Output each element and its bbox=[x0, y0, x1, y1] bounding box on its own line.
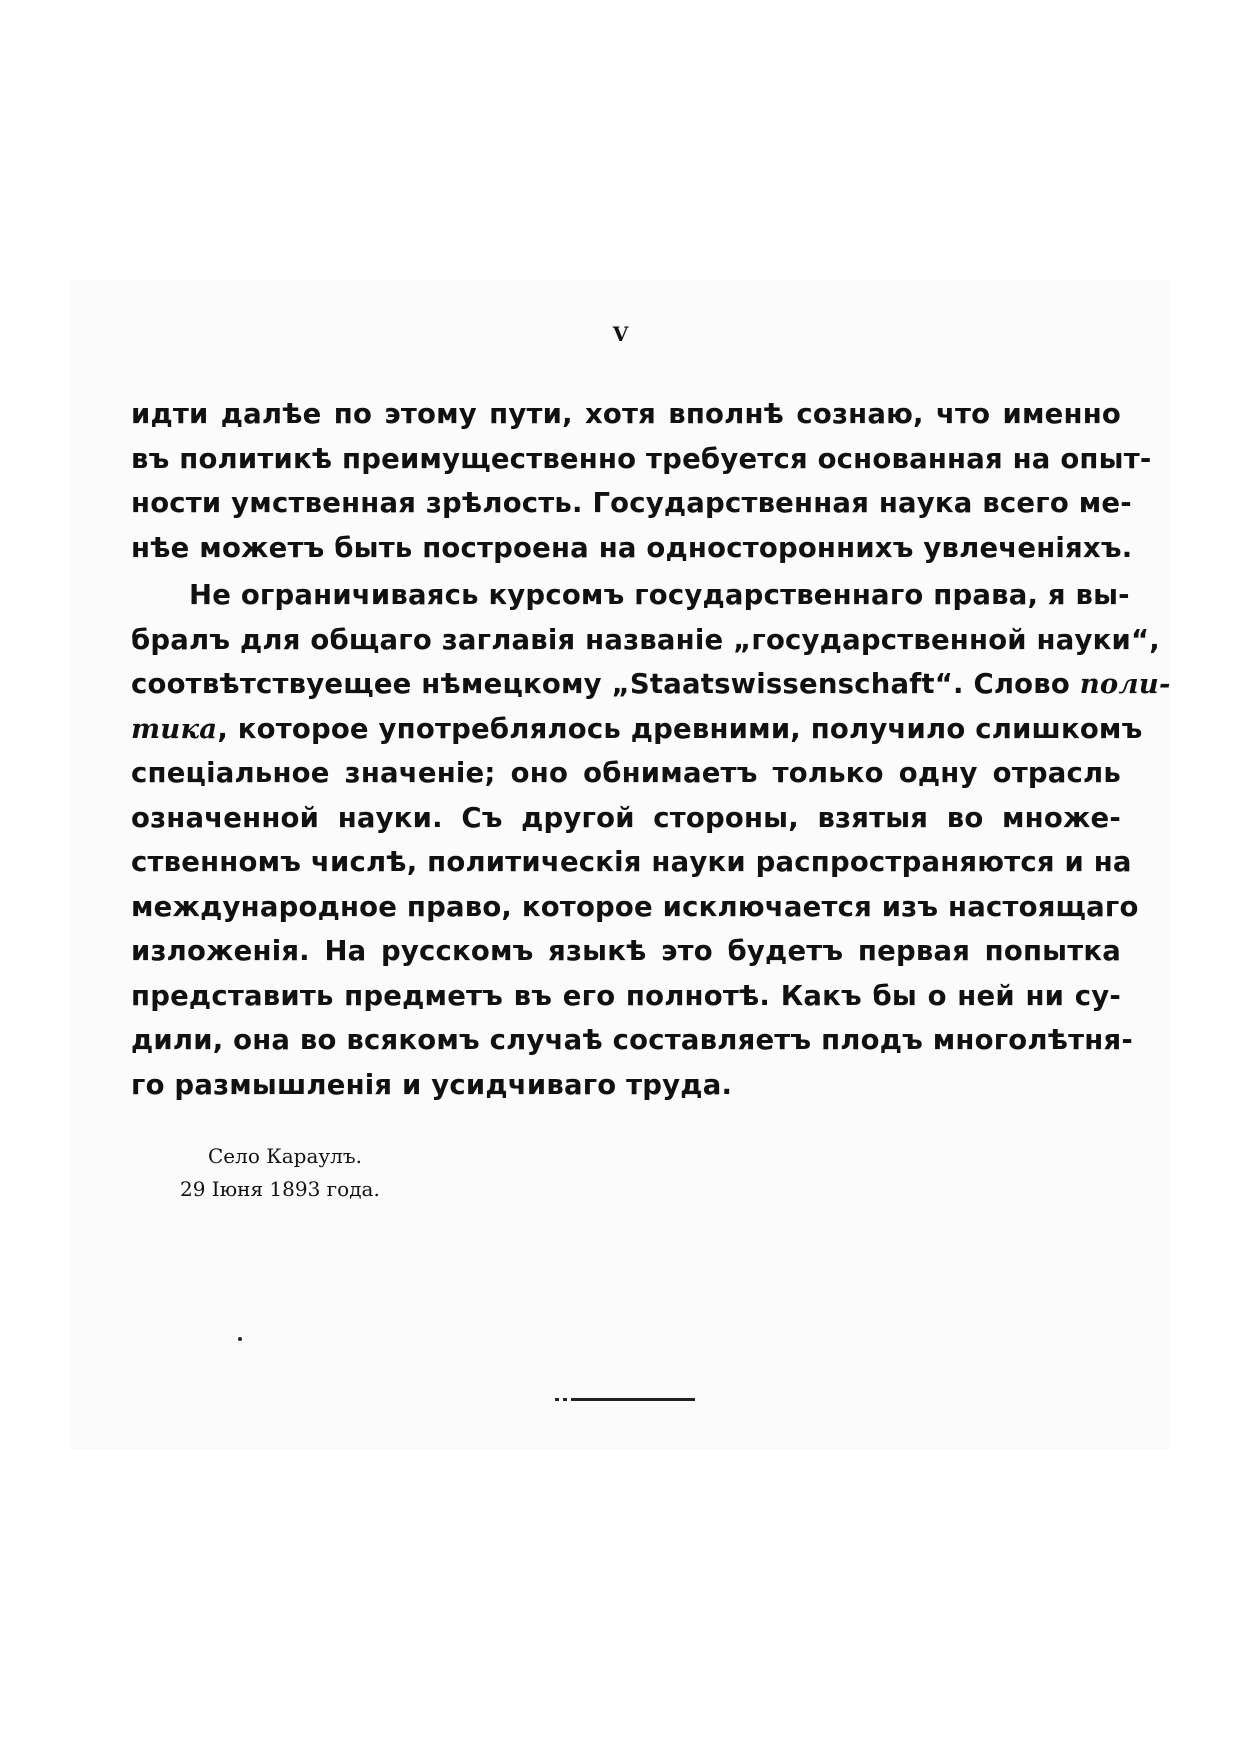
text-line: международное право, которое исключается изъ настоящаго bbox=[131, 890, 1139, 923]
end-rule-dashes bbox=[555, 1398, 577, 1401]
text-line bbox=[131, 707, 1143, 752]
text-line bbox=[131, 662, 1171, 707]
text-line: спеціальное значеніе; оно обнимаетъ только одну отрасль bbox=[131, 757, 1121, 789]
text-line: означенной науки. Съ другой стороны, взятыя во множе- bbox=[131, 801, 1121, 834]
italic-word: поли- bbox=[1079, 668, 1171, 700]
text-line: представить предметъ въ его полнотѣ. Какъ бы о ней ни су- bbox=[131, 979, 1121, 1012]
text-line: го размышленія и усидчиваго труда. bbox=[131, 1068, 733, 1101]
ink-speck bbox=[238, 1337, 242, 1341]
text-line: нѣе можетъ быть построена на одностороннихъ увлеченіяхъ. bbox=[131, 531, 1133, 564]
page-number: V bbox=[612, 322, 629, 346]
text-line: Не ограничиваясь курсомъ государственнаго права, я вы- bbox=[189, 579, 1130, 611]
text-fragment: , которое употреблялось древними, получило слишкомъ bbox=[217, 712, 1143, 745]
text-fragment: соотвѣтствуещее нѣмецкому „Staatswissenschaft“. Слово bbox=[131, 668, 1070, 700]
text-line: идти далѣе по этому пути, хотя вполнѣ сознаю, что именно bbox=[131, 398, 1121, 430]
text-line: ственномъ числѣ, политическія науки распространяются и на bbox=[131, 846, 1132, 878]
body-text bbox=[131, 392, 1171, 1107]
text-line: изложенія. На русскомъ языкѣ это будетъ первая попытка bbox=[131, 935, 1121, 967]
signature-date: 29 Іюня 1893 года. bbox=[180, 1177, 380, 1201]
text-line: бралъ для общаго заглавія названіе „государственной науки“, bbox=[131, 623, 1160, 656]
italic-word: тика bbox=[131, 712, 218, 745]
text-line: дили, она во всякомъ случаѣ составляетъ плодъ многолѣтня- bbox=[131, 1024, 1133, 1056]
text-line: ности умственная зрѣлость. Государственная наука всего ме- bbox=[131, 487, 1132, 519]
signature-block bbox=[180, 1140, 380, 1206]
text-line: въ политикѣ преимущественно требуется основанная на опыт- bbox=[131, 442, 1152, 475]
signature-place: Село Караулъ. bbox=[208, 1144, 362, 1168]
